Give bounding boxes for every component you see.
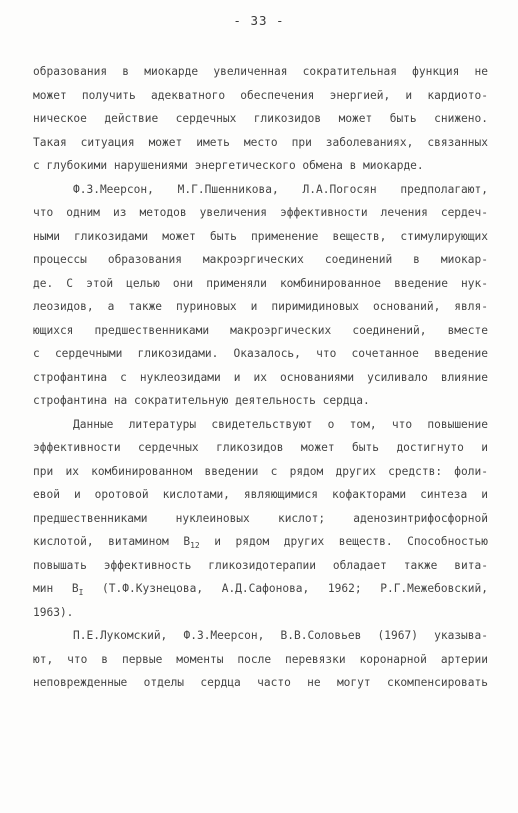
text-line-vitamin-b1 [33, 577, 488, 601]
text-line: де. С этой целью они применяли комбинированное введение нук- [33, 276, 488, 290]
page-number: - 33 - [233, 13, 285, 28]
text-line: 1963). [33, 605, 74, 619]
text-line: неповрежденные отделы сердца часто не могут скомпенсировать [33, 676, 488, 689]
text-fragment: (Т.Ф.Кузнецова, А.Д.Сафонова, 1962; Р.Г.Межебовский, [83, 582, 488, 595]
text-line: процессы образования макроэргических соединений в миокар- [33, 253, 488, 266]
text-line: при их комбинированном введении с рядом других средств: фоли- [33, 464, 488, 478]
text-fragment: мин В [33, 582, 79, 595]
text-line: ническое действие сердечных гликозидов может быть снижено. [33, 112, 488, 125]
text-line: с глубокими нарушениями энергетического обмена в миокарде. [33, 159, 424, 172]
text-line: предшественниками нуклеиновых кислот; аденозинтрифосфорной [33, 511, 488, 525]
text-line: Ф.З.Меерсон, М.Г.Пшенникова, Л.А.Погосян предполагают, [73, 182, 488, 196]
text-line-vitamin-b12 [33, 530, 488, 554]
text-line: может получить адекватного обеспечения энергией, и кардиото- [33, 88, 488, 102]
text-line: евой и оротовой кислотами, являющимися кофакторами синтеза и [33, 488, 488, 501]
text-line: Такая ситуация может иметь место при заболеваниях, связанных [33, 135, 488, 149]
text-line: что одним из методов увеличения эффективности лечения сердеч- [33, 206, 488, 219]
subscript: I [78, 588, 84, 597]
text-line: Данные литературы свидетельствуют о том, что повышение [73, 417, 488, 431]
text-line: ными гликозидами может быть применение веществ, стимулирующих [33, 229, 488, 243]
body-text [33, 60, 488, 695]
text-line: образования в миокарде увеличенная сократительная функция не [33, 65, 488, 78]
text-line: леозидов, а также пуриновых и пиримидиновых оснований, явля- [33, 300, 488, 313]
text-line: ют, что в первые моменты после перевязки коронарной артерии [33, 652, 488, 666]
text-line: строфантина на сократительную деятельность сердца. [33, 394, 370, 407]
text-fragment: и рядом других веществ. Способностью [199, 535, 488, 548]
text-fragment: кислотой, витамином В [33, 535, 191, 548]
text-line: с сердечными гликозидами. Оказалось, что сочетанное введение [33, 347, 488, 360]
text-line: повышать эффективность гликозидотерапии обладает также вита- [33, 558, 488, 572]
text-line: ющихся предшественниками макроэргических соединений, вместе [33, 323, 488, 337]
subscript: 12 [190, 541, 200, 550]
text-line: П.Е.Лукомский, Ф.З.Меерсон, В.В.Соловьев (1967) указыва- [73, 629, 488, 642]
text-line: строфантина с нуклеозидами и их основаниями усиливало влияние [33, 370, 488, 384]
text-line: эффективности сердечных гликозидов может быть достигнуто и [33, 441, 488, 454]
